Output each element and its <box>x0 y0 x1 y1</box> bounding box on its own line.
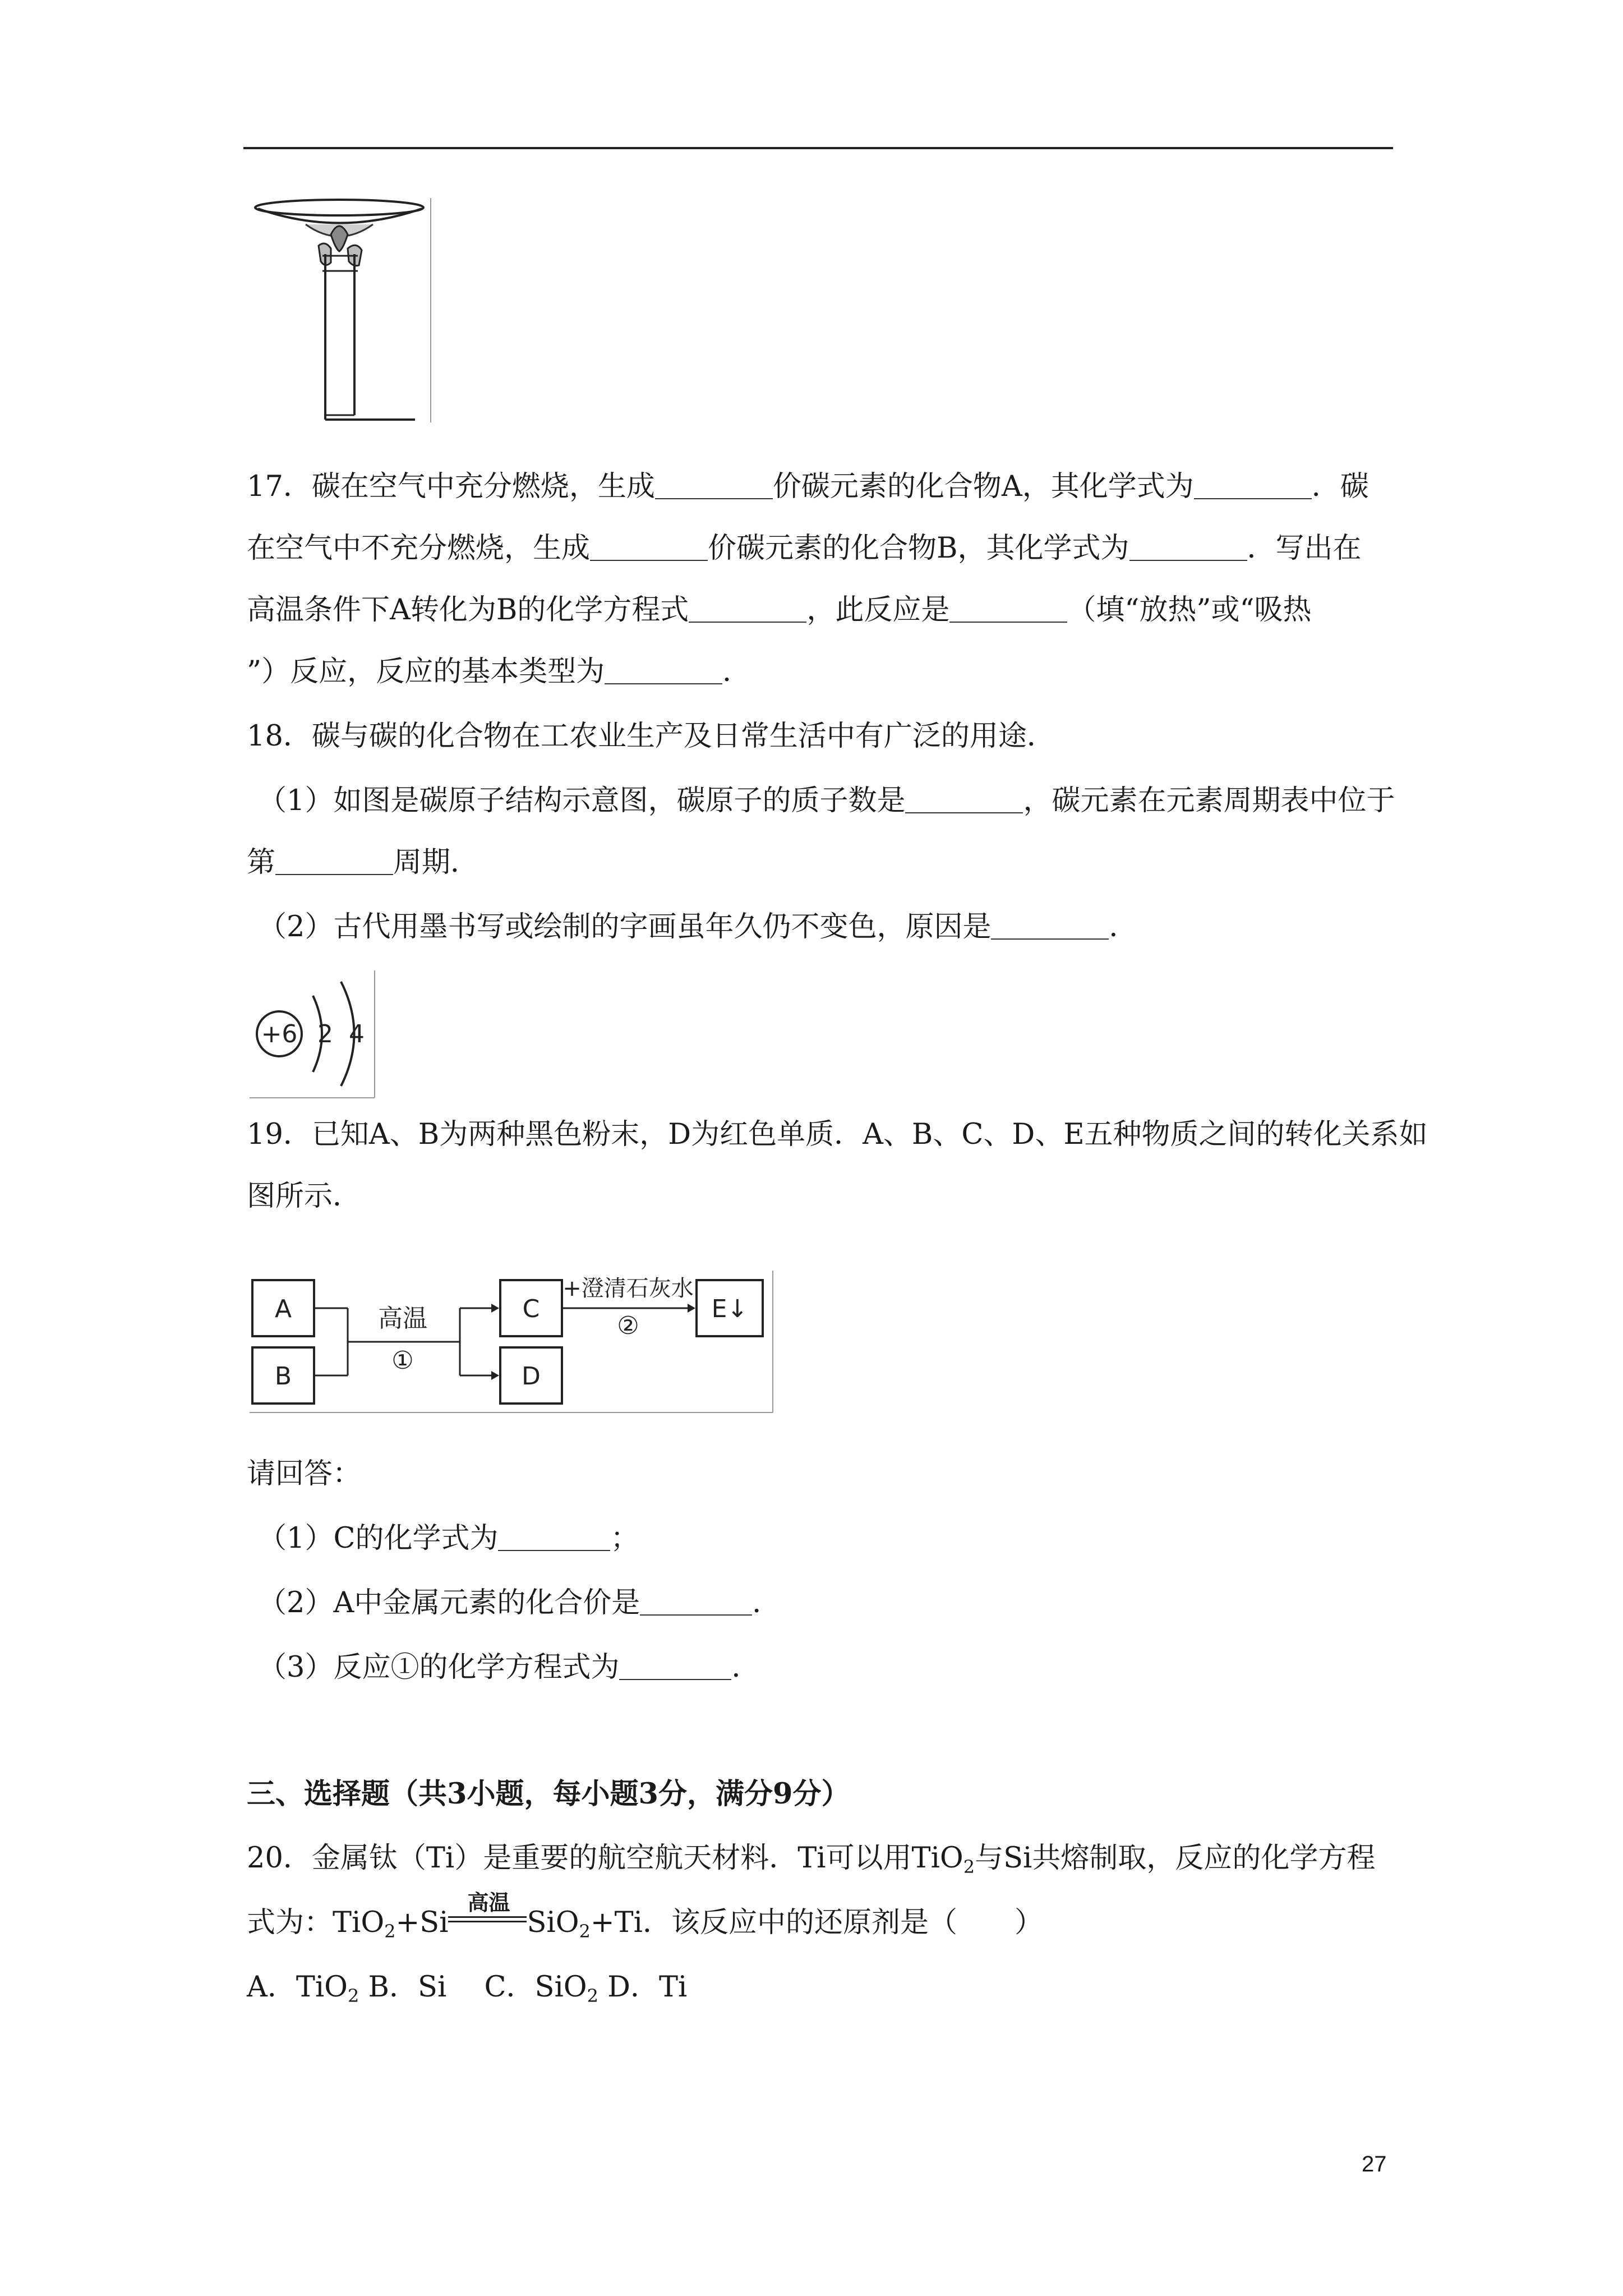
q18-part-1: （1）如图是碳原子结构示意图，碳原子的质子数是 ，碳元素在元素周期表中位于 <box>258 784 1395 817</box>
nucleus-label: +6 <box>261 1020 298 1048</box>
answer-blank[interactable] <box>605 656 722 684</box>
q18-part-2: （2）古代用墨书写或绘制的字画虽年久仍不变色，原因是 ． <box>258 910 1138 944</box>
shell-1-electrons: 2 <box>317 1020 333 1048</box>
option-a[interactable]: A．TiO$_2$ <box>247 1971 359 2007</box>
answer-blank[interactable] <box>619 1652 731 1680</box>
node-a-label: A <box>274 1295 292 1323</box>
q19-sub-1: （1）C的化学式为 ； <box>258 1522 639 1555</box>
reaction-condition: 高温 <box>448 1906 527 1934</box>
q20-options <box>247 1971 688 2007</box>
q17-line-4: ”）反应，反应的基本类型为 ． <box>247 655 751 688</box>
node-c-label: C <box>522 1295 540 1323</box>
q19-sub-3: （3）反应①的化学方程式为 ． <box>258 1651 760 1684</box>
shell-2-electrons: 4 <box>349 1020 365 1048</box>
step-1-label: ① <box>391 1346 414 1375</box>
q18-part-1-cont: 第 周期． <box>247 846 479 879</box>
transformation-diagram <box>247 1268 774 1414</box>
carbon-atom-diagram <box>247 968 376 1099</box>
answer-blank[interactable] <box>905 785 1023 813</box>
q19-stem-1: 19．已知A、B为两种黑色粉末，D为红色单质．A、B、C、D、E五种物质之间的转化关系如 <box>247 1118 1428 1151</box>
q19-stem-2: 图所示． <box>247 1180 362 1213</box>
q17-line-3: 高温条件下A转化为B的化学方程式 ，此反应是 （填“放热”或“吸热 <box>247 593 1312 627</box>
answer-blank[interactable] <box>689 595 806 623</box>
header-rule <box>243 147 1393 149</box>
answer-blank[interactable] <box>275 847 393 875</box>
answer-blank[interactable] <box>1129 533 1247 561</box>
q17-line-2: 在空气中不充分燃烧，生成 价碳元素的化合物B，其化学式为 ．写出在 <box>247 532 1362 565</box>
answer-blank[interactable] <box>498 1523 610 1551</box>
q17-line-1: 17．碳在空气中充分燃烧，生成 价碳元素的化合物A，其化学式为 ．碳 <box>247 470 1369 503</box>
candle-figure <box>247 195 432 425</box>
answer-blank[interactable] <box>590 533 708 561</box>
q19-sub-2: （2）A中金属元素的化合价是 ． <box>258 1586 781 1619</box>
node-d-label: D <box>522 1362 541 1391</box>
q20-line-2: 式为：TiO$_2$+Si 高温 SiO$_2$+Ti．该反应中的还原剂是（ ） <box>247 1890 1043 1942</box>
condition-2: +澄清石灰水 <box>562 1276 694 1301</box>
node-e-label: E↓ <box>711 1295 748 1323</box>
page-number: 27 <box>1362 2152 1387 2177</box>
option-d[interactable]: D．Ti <box>598 1971 688 2004</box>
q18-stem: 18．碳与碳的化合物在工农业生产及日常生活中有广泛的用途． <box>247 720 1055 753</box>
step-2-label: ② <box>617 1312 639 1340</box>
answer-blank[interactable] <box>655 471 773 499</box>
answer-blank[interactable] <box>640 1588 752 1616</box>
option-b-c[interactable]: B．Si C．SiO$_2$ <box>359 1971 598 2007</box>
node-b-label: B <box>274 1362 292 1391</box>
section-heading: 三、选择题（共3小题，每小题3分，满分9分） <box>247 1777 850 1811</box>
condition-1: 高温 <box>378 1304 427 1333</box>
answer-blank[interactable] <box>991 912 1109 940</box>
q20-line-1: 20．金属钛（Ti）是重要的航空航天材料．Ti可以用TiO$_2$与Si共熔制取，反应的化学方程 <box>247 1842 1376 1878</box>
answer-blank[interactable] <box>949 595 1067 623</box>
answer-blank[interactable] <box>1194 471 1312 499</box>
q19-prompt: 请回答： <box>247 1457 362 1490</box>
